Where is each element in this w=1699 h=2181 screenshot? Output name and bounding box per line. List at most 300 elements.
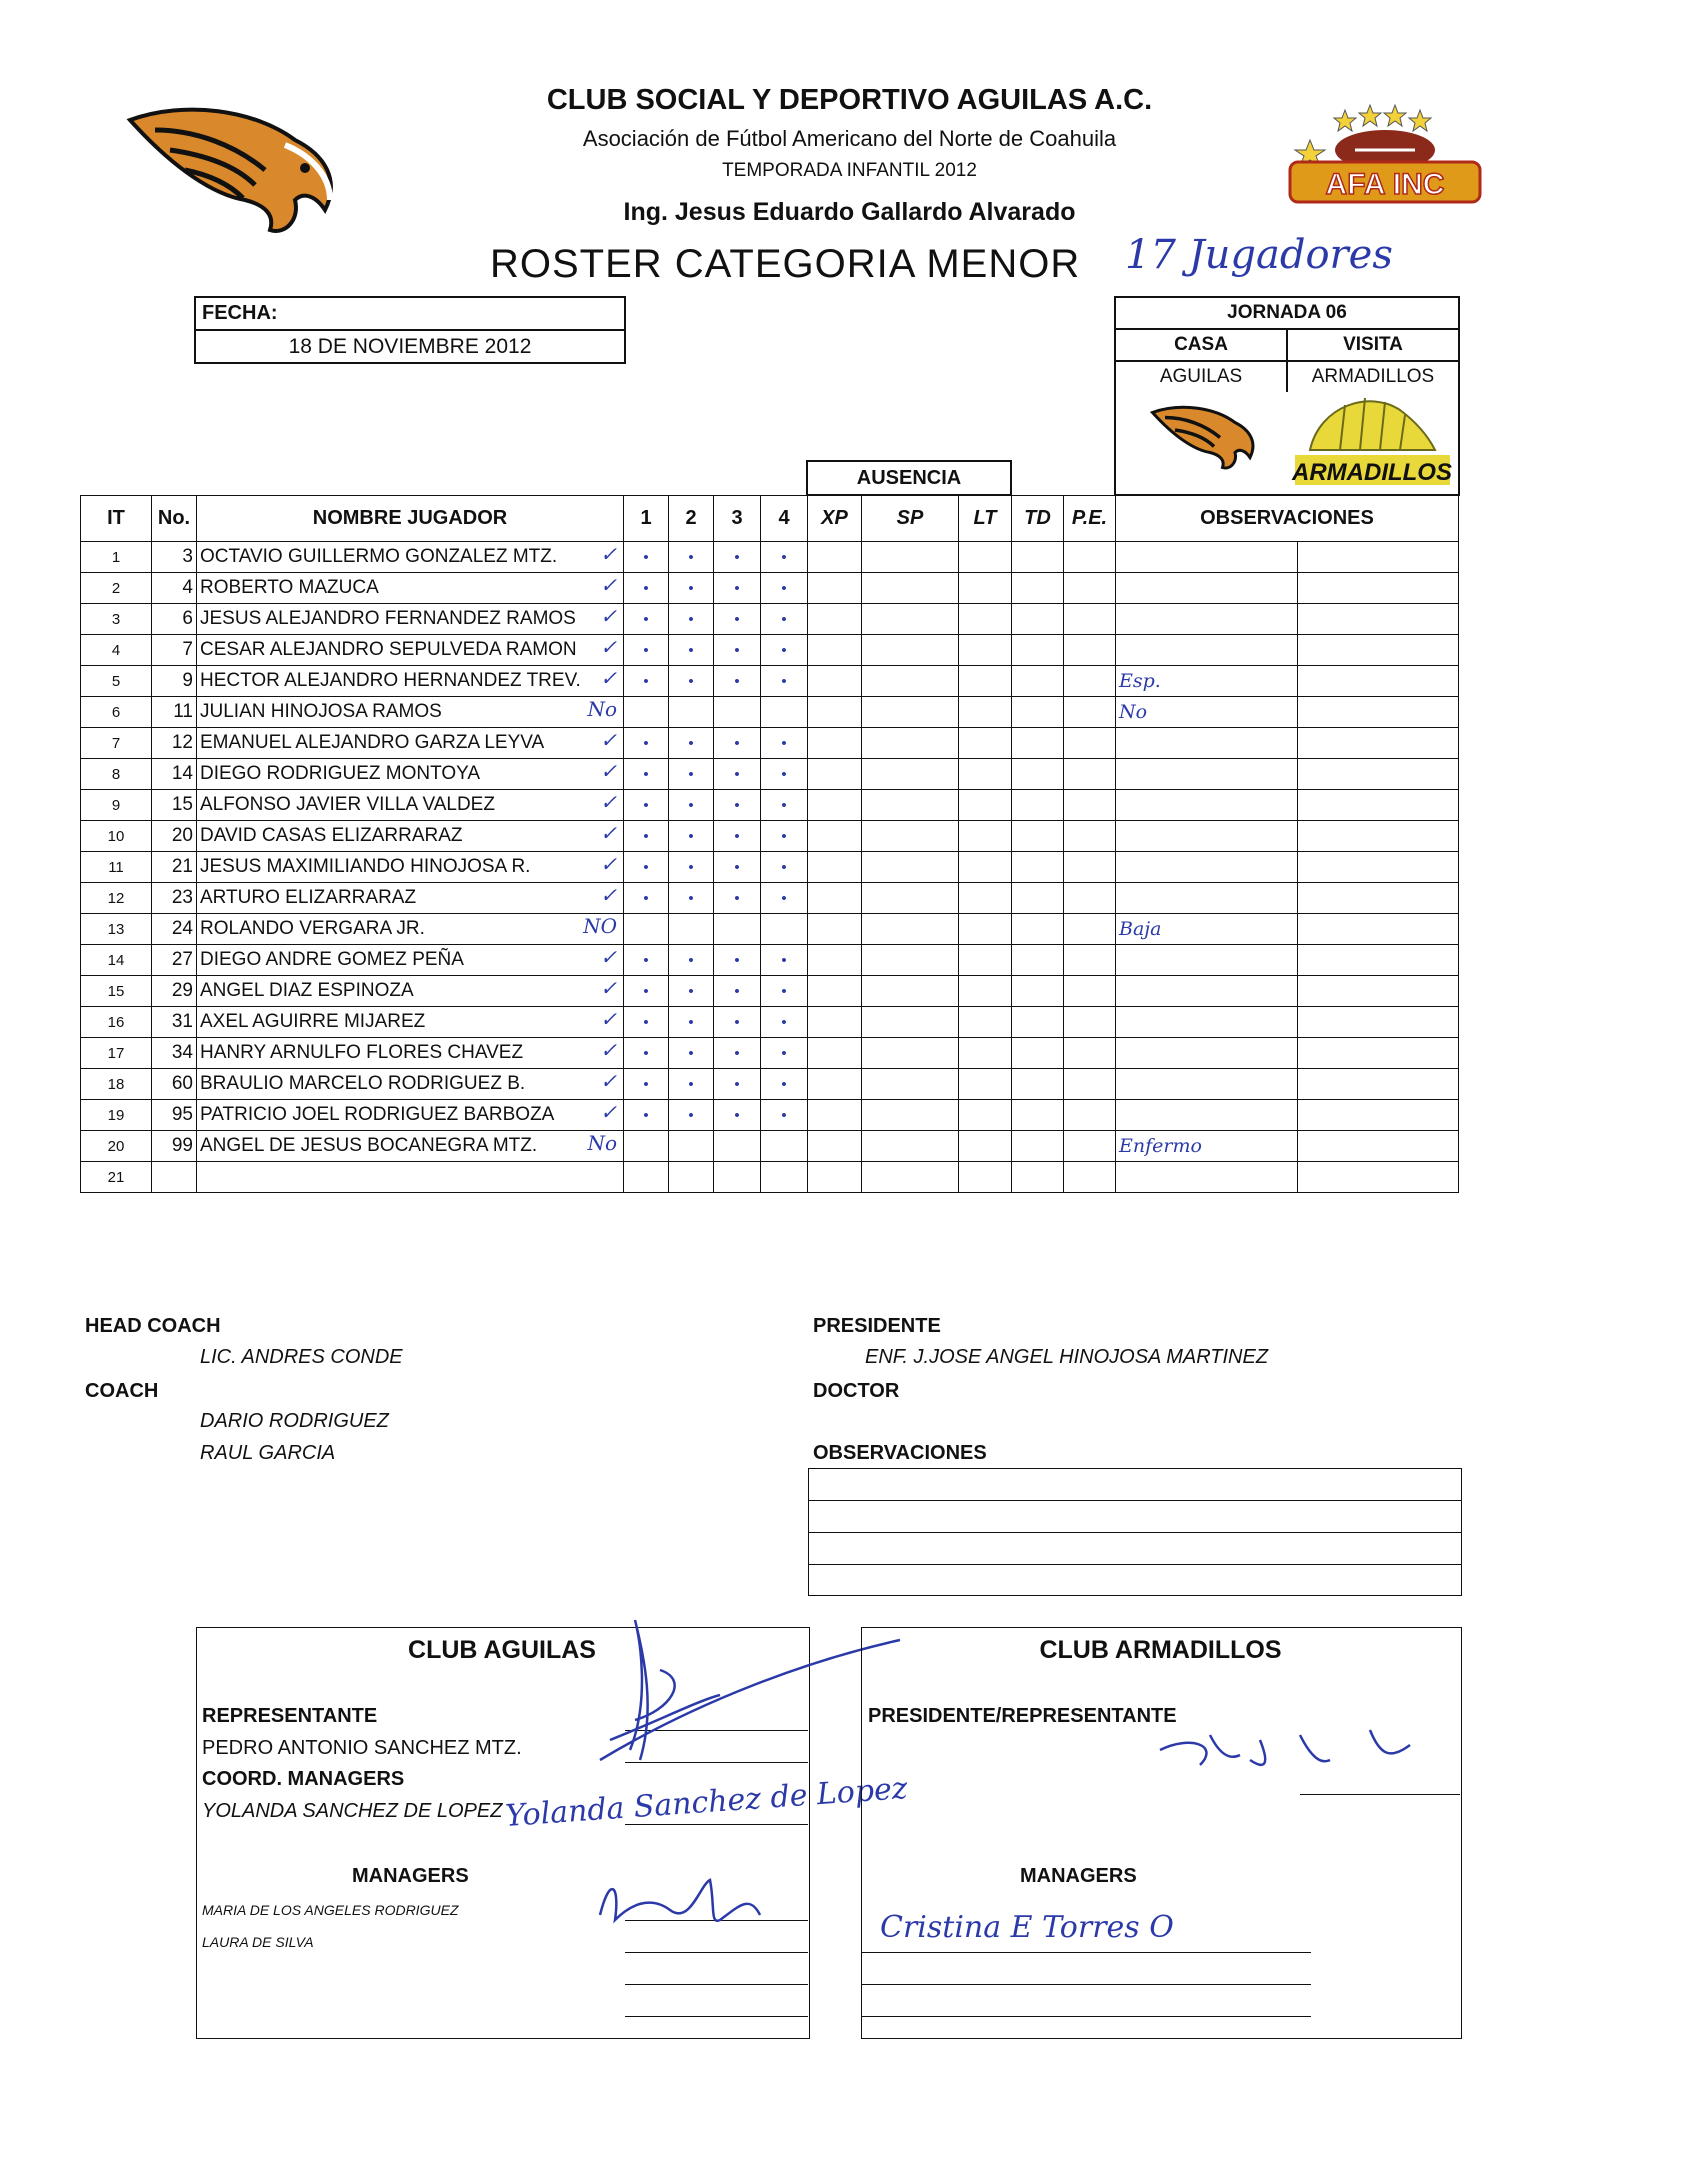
association-name: Asociación de Fútbol Americano del Norte de Coahuila <box>582 126 1117 151</box>
fecha-label: FECHA: <box>196 298 624 331</box>
attendance-mark: ✓ <box>600 1007 617 1031</box>
table-row <box>81 1007 1459 1038</box>
td-cell <box>1012 914 1064 945</box>
player-observation <box>1116 728 1298 759</box>
td-cell <box>1012 759 1064 790</box>
attendance-mark: ✓ <box>600 666 617 690</box>
lt-cell <box>959 821 1012 852</box>
quarter-mark: • <box>714 1038 761 1069</box>
xp-cell <box>808 1038 862 1069</box>
attendance-mark: ✓ <box>600 821 617 845</box>
club-aguilas-title: CLUB AGUILAS <box>408 1636 596 1664</box>
coord-managers-name: YOLANDA SANCHEZ DE LOPEZ <box>202 1800 503 1822</box>
player-it: 1 <box>81 542 152 573</box>
attendance-mark: ✓ <box>600 759 617 783</box>
player-name-cell <box>197 914 624 945</box>
pe-cell <box>1064 697 1116 728</box>
col-q3: 3 <box>714 496 761 542</box>
quarter-mark: • <box>714 1007 761 1038</box>
armadillos-logo <box>1290 390 1455 490</box>
xp-cell <box>808 1007 862 1038</box>
player-name: ROBERTO MAZUCA <box>200 577 379 598</box>
table-row <box>81 542 1459 573</box>
player-number: 20 <box>152 821 197 852</box>
player-it: 15 <box>81 976 152 1007</box>
observation-extra <box>1298 728 1459 759</box>
pe-cell <box>1064 852 1116 883</box>
quarter-mark: • <box>761 852 808 883</box>
aguilas-managers-label: MANAGERS <box>352 1865 469 1887</box>
armadillos-pres-signature <box>1150 1715 1460 1785</box>
lt-cell <box>959 542 1012 573</box>
pe-cell <box>1064 1162 1116 1193</box>
td-cell <box>1012 542 1064 573</box>
xp-cell <box>808 852 862 883</box>
visita-team: ARMADILLOS <box>1311 366 1435 387</box>
quarter-mark <box>761 1162 808 1193</box>
player-name-cell <box>197 883 624 914</box>
quarter-mark: • <box>624 1038 669 1069</box>
table-row <box>81 914 1459 945</box>
sp-cell <box>862 1100 959 1131</box>
player-name-cell <box>197 1131 624 1162</box>
player-observation <box>1116 945 1298 976</box>
player-name: BRAULIO MARCELO RODRIGUEZ B. <box>200 1073 526 1094</box>
quarter-mark: • <box>761 883 808 914</box>
lt-cell <box>959 914 1012 945</box>
observation-extra <box>1298 542 1459 573</box>
attendance-mark: ✓ <box>600 604 617 628</box>
sp-cell <box>862 666 959 697</box>
player-name: ALFONSO JAVIER VILLA VALDEZ <box>200 794 495 815</box>
aguilas-small-logo <box>1150 400 1260 475</box>
observation-extra <box>1298 1069 1459 1100</box>
player-observation <box>1116 976 1298 1007</box>
quarter-mark: • <box>669 945 714 976</box>
sp-cell <box>862 1038 959 1069</box>
quarter-mark <box>761 1131 808 1162</box>
observation-extra <box>1298 1131 1459 1162</box>
quarter-mark: • <box>761 573 808 604</box>
xp-cell <box>808 976 862 1007</box>
lt-cell <box>959 1100 1012 1131</box>
quarter-mark: • <box>714 635 761 666</box>
quarter-mark <box>761 914 808 945</box>
sp-cell <box>862 1007 959 1038</box>
col-no: No. <box>152 496 197 542</box>
attendance-mark: ✓ <box>600 790 617 814</box>
table-row <box>81 697 1459 728</box>
player-it: 9 <box>81 790 152 821</box>
player-observation <box>1116 635 1298 666</box>
player-name: DIEGO RODRIGUEZ MONTOYA <box>200 763 481 784</box>
quarter-mark <box>669 1162 714 1193</box>
quarter-mark: • <box>714 821 761 852</box>
quarter-mark: • <box>669 883 714 914</box>
player-number: 12 <box>152 728 197 759</box>
quarter-mark: • <box>761 790 808 821</box>
sp-cell <box>862 914 959 945</box>
sp-cell <box>862 759 959 790</box>
club-title: CLUB SOCIAL Y DEPORTIVO AGUILAS A.C. <box>546 84 1153 116</box>
attendance-mark: ✓ <box>600 573 617 597</box>
coach-name-1: DARIO RODRIGUEZ <box>200 1410 389 1432</box>
xp-cell <box>808 821 862 852</box>
attendance-mark: ✓ <box>600 976 617 1000</box>
club-armadillos-title: CLUB ARMADILLOS <box>1039 1636 1282 1664</box>
quarter-mark: • <box>761 759 808 790</box>
table-row <box>81 604 1459 635</box>
quarter-mark: • <box>761 1007 808 1038</box>
table-row <box>81 1069 1459 1100</box>
aguilas-rep-label: REPRESENTANTE <box>202 1705 378 1727</box>
quarter-mark <box>669 697 714 728</box>
manager-signature <box>590 1865 790 1945</box>
col-pe: P.E. <box>1064 496 1116 542</box>
td-cell <box>1012 821 1064 852</box>
player-name: CESAR ALEJANDRO SEPULVEDA RAMON <box>200 639 577 660</box>
xp-cell <box>808 883 862 914</box>
player-observation <box>1116 542 1298 573</box>
quarter-mark: • <box>714 666 761 697</box>
player-number: 3 <box>152 542 197 573</box>
lt-cell <box>959 1007 1012 1038</box>
sp-cell <box>862 728 959 759</box>
aguilas-manager-1: MARIA DE LOS ANGELES RODRIGUEZ <box>202 1902 459 1918</box>
pe-cell <box>1064 728 1116 759</box>
player-observation <box>1116 852 1298 883</box>
player-name-cell <box>197 1162 624 1193</box>
sp-cell <box>862 573 959 604</box>
player-name-cell <box>197 976 624 1007</box>
lt-cell <box>959 883 1012 914</box>
player-name: OCTAVIO GUILLERMO GONZALEZ MTZ. <box>200 546 558 567</box>
lt-cell <box>959 945 1012 976</box>
td-cell <box>1012 790 1064 821</box>
table-row <box>81 666 1459 697</box>
pe-cell <box>1064 1007 1116 1038</box>
quarter-mark: • <box>669 821 714 852</box>
pe-cell <box>1064 666 1116 697</box>
xp-cell <box>808 697 862 728</box>
pe-cell <box>1064 1100 1116 1131</box>
player-number: 29 <box>152 976 197 1007</box>
players-count-note: 17 Jugadores <box>1125 232 1393 278</box>
player-name-cell <box>197 790 624 821</box>
pe-cell <box>1064 573 1116 604</box>
lt-cell <box>959 790 1012 821</box>
attendance-mark: NO <box>583 914 617 938</box>
table-row <box>81 728 1459 759</box>
quarter-mark: • <box>669 759 714 790</box>
observaciones-label: OBSERVACIONES <box>813 1442 987 1464</box>
lt-cell <box>959 1069 1012 1100</box>
player-number: 4 <box>152 573 197 604</box>
pe-cell <box>1064 604 1116 635</box>
quarter-mark: • <box>714 883 761 914</box>
player-number: 14 <box>152 759 197 790</box>
player-it: 21 <box>81 1162 152 1193</box>
sp-cell <box>862 883 959 914</box>
player-observation: Esp. <box>1116 666 1298 697</box>
col-nombre: NOMBRE JUGADOR <box>197 496 624 542</box>
player-name-cell <box>197 697 624 728</box>
pe-cell <box>1064 790 1116 821</box>
quarter-mark: • <box>624 883 669 914</box>
quarter-mark: • <box>624 852 669 883</box>
fecha-value: 18 DE NOVIEMBRE 2012 <box>288 335 532 358</box>
td-cell <box>1012 1007 1064 1038</box>
player-name: PATRICIO JOEL RODRIGUEZ BARBOZA <box>200 1104 555 1125</box>
player-it: 10 <box>81 821 152 852</box>
table-row <box>81 790 1459 821</box>
player-name-cell <box>197 945 624 976</box>
pe-cell <box>1064 1131 1116 1162</box>
player-number <box>152 1162 197 1193</box>
quarter-mark <box>714 1162 761 1193</box>
quarter-mark: • <box>714 728 761 759</box>
quarter-mark: • <box>624 666 669 697</box>
xp-cell <box>808 635 862 666</box>
col-observaciones: OBSERVACIONES <box>1116 496 1459 542</box>
table-row <box>81 883 1459 914</box>
player-observation: Enfermo <box>1116 1131 1298 1162</box>
observation-extra <box>1298 821 1459 852</box>
head-coach-label: HEAD COACH <box>85 1315 221 1337</box>
organizer-name: Ing. Jesus Eduardo Gallardo Alvarado <box>623 198 1076 226</box>
quarter-mark: • <box>714 790 761 821</box>
player-it: 4 <box>81 635 152 666</box>
observation-extra <box>1298 666 1459 697</box>
td-cell <box>1012 666 1064 697</box>
xp-cell <box>808 1131 862 1162</box>
aguilas-rep-name: PEDRO ANTONIO SANCHEZ MTZ. <box>202 1737 522 1759</box>
quarter-mark: • <box>624 1007 669 1038</box>
quarter-mark: • <box>669 635 714 666</box>
sp-cell <box>862 821 959 852</box>
player-observation <box>1116 1038 1298 1069</box>
table-row <box>81 945 1459 976</box>
lt-cell <box>959 1162 1012 1193</box>
player-number: 34 <box>152 1038 197 1069</box>
roster-title: ROSTER CATEGORIA MENOR <box>490 242 1081 286</box>
observation-extra <box>1298 883 1459 914</box>
player-number: 24 <box>152 914 197 945</box>
attendance-mark: ✓ <box>600 542 617 566</box>
td-cell <box>1012 1162 1064 1193</box>
quarter-mark: • <box>761 1069 808 1100</box>
player-name-cell <box>197 573 624 604</box>
player-name-cell <box>197 635 624 666</box>
sp-cell <box>862 635 959 666</box>
casa-team: AGUILAS <box>1116 362 1288 392</box>
player-name-cell <box>197 1007 624 1038</box>
player-number: 7 <box>152 635 197 666</box>
coord-managers-label: COORD. MANAGERS <box>202 1768 405 1790</box>
lt-cell <box>959 1038 1012 1069</box>
player-number: 27 <box>152 945 197 976</box>
quarter-mark: • <box>714 1069 761 1100</box>
presidente-name: ENF. J.JOSE ANGEL HINOJOSA MARTINEZ <box>865 1346 1269 1368</box>
quarter-mark: • <box>624 759 669 790</box>
aguilas-manager-2: LAURA DE SILVA <box>202 1934 314 1950</box>
quarter-mark: • <box>669 1007 714 1038</box>
quarter-mark: • <box>669 573 714 604</box>
roster-table <box>80 495 1459 1193</box>
lt-cell <box>959 728 1012 759</box>
quarter-mark <box>714 914 761 945</box>
observation-extra <box>1298 604 1459 635</box>
quarter-mark: • <box>624 1069 669 1100</box>
player-name-cell <box>197 759 624 790</box>
player-it: 2 <box>81 573 152 604</box>
quarter-mark: • <box>669 666 714 697</box>
col-td: TD <box>1012 496 1064 542</box>
col-q4: 4 <box>761 496 808 542</box>
quarter-mark: • <box>669 1069 714 1100</box>
quarter-mark: • <box>761 635 808 666</box>
player-name-cell <box>197 542 624 573</box>
player-it: 13 <box>81 914 152 945</box>
sp-cell <box>862 945 959 976</box>
player-name: DAVID CASAS ELIZARRARAZ <box>200 825 463 846</box>
xp-cell <box>808 573 862 604</box>
observation-extra <box>1298 852 1459 883</box>
player-name: JESUS ALEJANDRO FERNANDEZ RAMOS <box>200 608 576 629</box>
td-cell <box>1012 852 1064 883</box>
table-row <box>81 573 1459 604</box>
player-name: EMANUEL ALEJANDRO GARZA LEYVA <box>200 732 545 753</box>
fecha-box <box>194 296 626 364</box>
quarter-mark: • <box>714 852 761 883</box>
sp-cell <box>862 1131 959 1162</box>
quarter-mark: • <box>669 1038 714 1069</box>
player-name: ROLANDO VERGARA JR. <box>200 918 425 939</box>
sp-cell <box>862 790 959 821</box>
roster-header-row <box>81 496 1459 542</box>
player-it: 11 <box>81 852 152 883</box>
xp-cell <box>808 1069 862 1100</box>
player-name-cell <box>197 852 624 883</box>
td-cell <box>1012 1131 1064 1162</box>
player-observation <box>1116 1007 1298 1038</box>
presidente-label: PRESIDENTE <box>813 1315 941 1337</box>
lt-cell <box>959 635 1012 666</box>
xp-cell <box>808 1100 862 1131</box>
sp-cell <box>862 1069 959 1100</box>
table-row <box>81 759 1459 790</box>
observation-extra <box>1298 1038 1459 1069</box>
player-name: HECTOR ALEJANDRO HERNANDEZ TREV. <box>200 670 581 691</box>
pe-cell <box>1064 1069 1116 1100</box>
quarter-mark: • <box>624 604 669 635</box>
xp-cell <box>808 945 862 976</box>
coord-signature: Yolanda Sanchez de Lopez <box>504 1770 909 1835</box>
player-it: 5 <box>81 666 152 697</box>
quarter-mark <box>669 1131 714 1162</box>
player-name: ARTURO ELIZARRARAZ <box>200 887 417 908</box>
player-number: 95 <box>152 1100 197 1131</box>
player-name-cell <box>197 1038 624 1069</box>
attendance-mark: ✓ <box>600 1038 617 1062</box>
player-name-cell <box>197 1100 624 1131</box>
quarter-mark: • <box>761 945 808 976</box>
observation-extra <box>1298 1100 1459 1131</box>
col-it: IT <box>81 496 152 542</box>
pe-cell <box>1064 914 1116 945</box>
td-cell <box>1012 728 1064 759</box>
lt-cell <box>959 697 1012 728</box>
player-name-cell <box>197 821 624 852</box>
player-number: 31 <box>152 1007 197 1038</box>
col-q1: 1 <box>624 496 669 542</box>
attendance-mark: ✓ <box>600 945 617 969</box>
xp-cell <box>808 728 862 759</box>
quarter-mark: • <box>714 604 761 635</box>
quarter-mark: • <box>714 542 761 573</box>
col-lt: LT <box>959 496 1012 542</box>
player-name-cell <box>197 604 624 635</box>
quarter-mark <box>624 1131 669 1162</box>
player-it: 7 <box>81 728 152 759</box>
player-it: 6 <box>81 697 152 728</box>
xp-cell <box>808 790 862 821</box>
td-cell <box>1012 604 1064 635</box>
xp-cell <box>808 759 862 790</box>
club-armadillos-box <box>861 1627 1462 2039</box>
quarter-mark: • <box>761 821 808 852</box>
player-name: HANRY ARNULFO FLORES CHAVEZ <box>200 1042 524 1063</box>
player-observation <box>1116 883 1298 914</box>
quarter-mark: • <box>714 945 761 976</box>
observation-extra <box>1298 976 1459 1007</box>
player-observation <box>1116 1162 1298 1193</box>
col-xp: XP <box>808 496 862 542</box>
player-observation <box>1116 821 1298 852</box>
player-it: 20 <box>81 1131 152 1162</box>
quarter-mark: • <box>669 728 714 759</box>
player-it: 3 <box>81 604 152 635</box>
player-name: ANGEL DIAZ ESPINOZA <box>200 980 414 1001</box>
attendance-mark: No <box>587 1131 617 1155</box>
quarter-mark: • <box>624 821 669 852</box>
player-name-cell <box>197 728 624 759</box>
quarter-mark: • <box>669 852 714 883</box>
quarter-mark: • <box>624 976 669 1007</box>
player-number: 21 <box>152 852 197 883</box>
observation-extra <box>1298 914 1459 945</box>
pe-cell <box>1064 635 1116 666</box>
table-row <box>81 821 1459 852</box>
sp-cell <box>862 852 959 883</box>
lt-cell <box>959 1131 1012 1162</box>
player-observation <box>1116 759 1298 790</box>
pe-cell <box>1064 759 1116 790</box>
quarter-mark <box>624 697 669 728</box>
td-cell <box>1012 1038 1064 1069</box>
pe-cell <box>1064 945 1116 976</box>
pe-cell <box>1064 1038 1116 1069</box>
lt-cell <box>959 573 1012 604</box>
pe-cell <box>1064 821 1116 852</box>
table-row <box>81 1038 1459 1069</box>
player-observation <box>1116 1069 1298 1100</box>
player-number: 60 <box>152 1069 197 1100</box>
pe-cell <box>1064 542 1116 573</box>
jornada-title: JORNADA 06 <box>1116 298 1458 330</box>
observation-extra <box>1298 635 1459 666</box>
quarter-mark <box>669 914 714 945</box>
